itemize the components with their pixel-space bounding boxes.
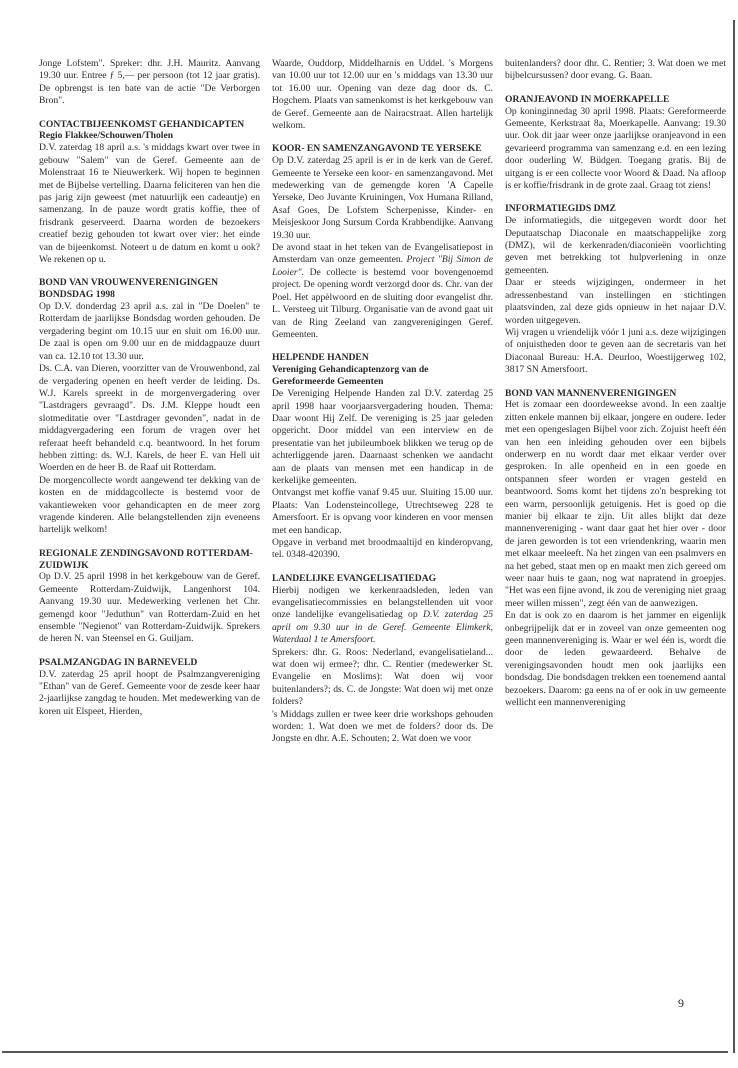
article-body: Het is zomaar een doordeweekse avond. In een zaaltje zitten enkele mannen bij elkaar, jongere en oudere. Ieder met een opengeslagen Bijbel voor zich. Zojuist heeft één van hen een inleiding gehouden over een bijbels onderwerp en nu wordt daar met elkaar verder over gesproken. In alle openheid en in een goede en ontspannen sfeer worden er vragen gesteld en beantwoord. Soms komt het tijdens zo'n bespreking tot een warm, persoonlijk getuigenis. Het is goed op die manier bij elkaar te zijn. Uit alles blijkt dat deze mannenvereniging - want daar gaat het hier over - door de jaren geworden is tot een vriendenkring, waarin men met elkaar meeleeft. Na het zingen van een psalmvers en na het gebed, staat men op en maakt men zich gereed om weer naar huis te gaan, nog wat napratend in groepjes. "Het was een fijne avond, ik zou de vereniging niet graag meer willen missen", zegt één van de aanwezigen. bbox=[505, 399, 726, 609]
article-title: KOOR- EN SAMENZANGAVOND TE YERSEKE bbox=[272, 143, 482, 155]
article-continuation: buitenlanders? door dhr. C. Rentier; 3. Wat doen we met bijbelcursussen? door evang. G. Baan. bbox=[505, 58, 726, 82]
article-title: CONTACTBIJEENKOMST GEHANDICAPTEN bbox=[39, 118, 245, 130]
article-body bbox=[272, 242, 493, 341]
article-title: BOND VAN MANNENVERENIGINGEN bbox=[505, 387, 677, 399]
article-text: De collecte is bestemd voor bovengenoemd project. De opening wordt verzorgd door ds. Chr. van der Poel. Het appèlwoord en de sluiting door evangelist dhr. L. Versteeg uit Tilburg. Organisatie van de avond gaat uit van de Ring Zeeland van zangverenigingen Geref. Gemeenten. bbox=[272, 266, 493, 340]
event-details: D.V. zaterdag 25 april om 9.30 uur in de Geref. Gemeente Elimkerk, Waterdaal 1 te Amersfoort. bbox=[272, 609, 493, 646]
article-body: Wij vragen u vriendelijk vóór 1 juni a.s. deze wijzigingen of onjuistheden door te geven aan de secretaris van het Diaconaal Bureau: H.A. Deurloo, Woestijgerweg 102, 3817 SN Amersfoort. bbox=[505, 326, 727, 376]
article-body: D.V. zaterdag 25 april hoopt de Psalmzangvereniging "Ethan" van de Geref. Gemeente voor de zesde keer haar 2-jaarlijkse zangdag te houden. Met medewerking van de koren uit Elspeet, Hierden, bbox=[39, 668, 260, 717]
column-1 bbox=[39, 58, 260, 718]
article-body: Op D.V. 25 april 1998 in het kerkgebouw van de Geref. Gemeente Rotterdam-Zuidwijk, Langenhorst 104. Aanvang 19.30 uur. Medewerking verlenen het Chr. gemengd koor "Jeduthun" van Rotterdam-Zuid en het ensemble "Negienot" van Rotterdam-Zuidwijk. Sprekers de heren N. van Steensel en G. Guiljam. bbox=[39, 571, 260, 645]
page-border-right bbox=[733, 20, 735, 1053]
article-body: Op D.V. donderdag 23 april a.s. zal in "De Doelen" te Rotterdam de jaarlijkse Bondsdag worden gehouden. De vergadering begint om 10.15 uur en sluit om 16.00 uur. De zaal is open om 9.00 uur en de middagpauze duurt van ca. 12.10 tot 13.30 uur. bbox=[39, 301, 260, 362]
project-name: Project "Bij Simon de Looier". bbox=[272, 254, 494, 278]
article-title: REGIONALE ZENDINGSAVOND ROTTERDAM-ZUIDWIJK bbox=[39, 547, 253, 571]
article-title: INFORMATIEGIDS DMZ bbox=[505, 203, 616, 215]
page-number: 9 bbox=[678, 996, 684, 1010]
article-title: HELPENDE HANDEN bbox=[272, 352, 369, 364]
article-body: Sprekers: dhr. G. Roos: Nederland, evangelisatieland... wat doen wij ermee?; dhr. C. Rentier (medewerker St. Evangelie en Moslims): Wat doen wij voor buitenlanders?; ds. C. de Jongste: Wat doen wij met onze folders? bbox=[272, 646, 493, 708]
article-subtitle: Regio Flakkee/Schouwen/Tholen bbox=[39, 130, 174, 142]
article-continuation: Waarde, Ouddorp, Middelharnis en Uddel. 's Morgens van 10.00 uur tot 12.00 uur en 's middags van 13.30 uur tot 16.00 uur. Opening van deze dag door ds. C. Hogchem. Plaats van samenkomst is het kerkgebouw van de Geref. Gemeente aan de Nairacstraat. Allen hartelijk welkom. bbox=[272, 58, 493, 132]
article-title: LANDELIJKE EVANGELISATIEDAG bbox=[272, 572, 437, 584]
article-text: Hierbij nodigen we kerkenraadsleden, leden van evangelisatiecommissies en belangstellenden uit voor onze landelijke evangelisatiedag op bbox=[272, 584, 493, 621]
article-body bbox=[272, 585, 493, 647]
article-text: De avond staat in het teken van de Evangelisatiepost in Amsterdam van onze gemeenten. bbox=[272, 242, 493, 266]
article-body: Ds. C.A. van Dieren, voorzitter van de Vrouwenbond, zal de vergadering openen en heeft verder de leiding. Ds. W.J. Karels spreekt in de morgenvergadering over "Lastdragers gevraagd". Ds. J.M. Kleppe houdt een slotmeditatie over "Lastdrager gevonden", nadat in de middagvergadering een forum de vragen over het referaat heeft behandeld c.q. beantwoord. In het forum hebben zitting: ds. W.J. Karels, de heer E. van Hell uit Woerden en de heer B. de Raaf uit Rotterdam. bbox=[39, 363, 260, 474]
article-continuation: Jonge Lofstem". Spreker: dhr. J.H. Mauritz. Aanvang 19.30 uur. Entree ƒ 5,— per persoon (tot 12 jaar gratis). De opbrengst is ten bate van de actie "De Verborgen Bron". bbox=[39, 58, 260, 107]
article-body: De informatiegids, die uitgegeven wordt door het Deputaatschap Diaconale en maatschappelijke zorg (DMZ), wil de kerkenraden/diaconieën voorlichting geven met betrekking tot hulpverlening in onze gemeenten. bbox=[505, 215, 726, 276]
column-3 bbox=[505, 58, 726, 709]
article-body: Op koninginnedag 30 april 1998. Plaats: Gereformeerde Gemeente, Kerkstraat 8a, Moerkapelle. Aanvang: 19.30 uur. Ook dit jaar weer onze jaarlijkse oranjeavond in een gevarieerd programma van samenzang e.d. en een lezing door ouderling W. Büdgen. Toegang gratis. Bij de uitgang is er een collecte voor Woord & Daad. Na afloop is er koffie/frisdrank in de grote zaal. Graag tot ziens! bbox=[505, 105, 726, 192]
page-border-bottom bbox=[2, 1051, 728, 1053]
article-body: De morgencollecte wordt aangewend ter dekking van de kosten en de middagcollecte is bestemd voor de vakantieweken voor gehandicapten en de meer zorg vragende kinderen. Alle belangstellenden zijn eveneens hartelijk welkom! bbox=[39, 474, 260, 536]
column-2 bbox=[272, 58, 493, 746]
article-body: En dat is ook zo en daarom is het jammer en eigenlijk onbegrijpelijk dat er in zoveel van onze gemeenten nog geen mannenvereniging is. Waar er wel één is, wordt die door de leden gewaardeerd. Behalve de verenigingsavonden houdt men ook jaarlijks een bondsdag. Die bondsdagen trekken een toenemend aantal bezoekers. Daarom: ga eens na of er ook in uw gemeente wellicht een mannenvereniging bbox=[505, 610, 726, 709]
article-body: Opgave in verband met broodmaaltijd en kinderopvang, tel. 0348-420390. bbox=[272, 537, 493, 561]
article-body: Daar er steeds wijzigingen, ondermeer in het adressenbestand van instellingen en stichtingen plaatsvinden, zal deze gids opnieuw in het najaar D.V. worden uitgegeven. bbox=[505, 277, 726, 326]
article-body: De Vereniging Helpende Handen zal D.V. zaterdag 25 april 1998 haar voorjaarsvergadering houden. Thema: Daar woont Hij Zelf. De vereniging is 25 jaar geleden opgericht. Door middel van een interview en de presentatie van het jubileumboek blikken we terug op de achterliggende jaren. Daarnaast schenken we aandacht aan de plaats van mensen met een handicap in de kerkelijke gemeenten. bbox=[272, 388, 493, 486]
article-subtitle: Vereniging Gehandicaptenzorg van de Gereformeerde Gemeenten bbox=[272, 364, 429, 388]
article-title: PSALMZANGDAG IN BARNEVELD bbox=[39, 656, 198, 668]
article-body: Op D.V. zaterdag 25 april is er in de kerk van de Geref. Gemeente te Yerseke een koor- en samenzangavond. Met medewerking van de gemengde koren 'A Capelle Yerseke, Deo Juvante Kruiningen, Vox Humana Rilland, Asaf Goes, De Lofstem Scherpenisse, Kinder- en Meisjeskoor Jong Sursum Corda Krabbendijke. Aanvang 19.30 uur. bbox=[272, 155, 493, 241]
article-title: BOND VAN VROUWENVERENIGINGEN BONDSDAG 1998 bbox=[39, 277, 219, 301]
article-title: ORANJEAVOND IN MOERKAPELLE bbox=[505, 93, 670, 105]
article-body: Ontvangst met koffie vanaf 9.45 uur. Sluiting 15.00 uur. Plaats: Van Lodensteincollege, Utrechtseweg 228 te Amersfoort. Er is opvang voor kinderen en voor mensen met een handicap. bbox=[272, 487, 493, 536]
article-body: D.V. zaterdag 18 april a.s. 's middags kwart over twee in gebouw "Salem" van de Geref. Gemeente aan de Molenstraat 16 te Nieuwerkerk. Wij hopen te beginnen met de Bijbelse vertelling. Daarna feliciteren van hen die pas jarig zijn geweest (met natuurlijk een cadeautje) en samenzang. In de pauze wordt gratis koffie, thee of frisdrank geserveerd. Daarna worden de bezoekers creatief bezig gehouden tot kwart over vier: het einde van de bijeenkomst. Noteert u de datum en komt u ook? We rekenen op u. bbox=[39, 142, 260, 266]
article-body: 's Middags zullen er twee keer drie workshops gehouden worden: 1. Wat doen we met de folders? door ds. De Jongste en dhr. A.E. Schouten; 2. Wat doen we voor bbox=[272, 708, 493, 745]
